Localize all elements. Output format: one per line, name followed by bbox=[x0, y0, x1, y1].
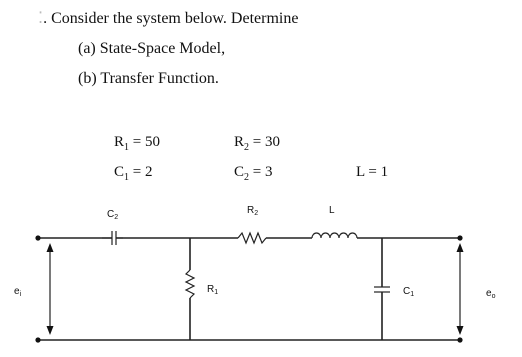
input-arrow-down-head bbox=[47, 326, 54, 335]
terminal-input-top bbox=[35, 235, 40, 240]
param-r2: $R_2 = 30$ bbox=[234, 134, 280, 153]
resistor-r1-symbol bbox=[186, 270, 194, 298]
problem-prompt: Consider the system below. Determine bbox=[51, 10, 299, 27]
param-r1: $R_1 = 50$ bbox=[114, 134, 160, 153]
param-c1: $C_1 = 2$ bbox=[114, 164, 153, 183]
label-input-voltage: $e_i$ bbox=[14, 286, 22, 298]
part-b: (b) Transfer Function. bbox=[78, 70, 219, 87]
label-r1: $R_1$ bbox=[207, 284, 219, 296]
param-c2: $C_2 = 3$ bbox=[234, 164, 273, 183]
param-l: L = 1 bbox=[356, 164, 389, 180]
inductor-l-symbol bbox=[312, 233, 357, 238]
output-arrow-up-head bbox=[457, 243, 464, 252]
terminal-output-bottom bbox=[457, 337, 462, 342]
label-output-voltage: $e_o$ bbox=[486, 288, 496, 300]
terminal-input-bottom bbox=[35, 337, 40, 342]
label-l: L bbox=[329, 205, 335, 216]
problem-prompt-line: ⁚. Consider the system below. Determine bbox=[38, 10, 299, 27]
label-c1: $C_1$ bbox=[403, 286, 415, 298]
output-arrow-down-head bbox=[457, 326, 464, 335]
input-arrow-up-head bbox=[47, 243, 54, 252]
terminal-output-top bbox=[457, 235, 462, 240]
part-a: (a) State-Space Model, bbox=[78, 40, 226, 57]
resistor-r2-symbol bbox=[238, 233, 266, 243]
label-c2: $C_2$ bbox=[107, 209, 119, 221]
label-r2: $R_2$ bbox=[247, 205, 259, 217]
